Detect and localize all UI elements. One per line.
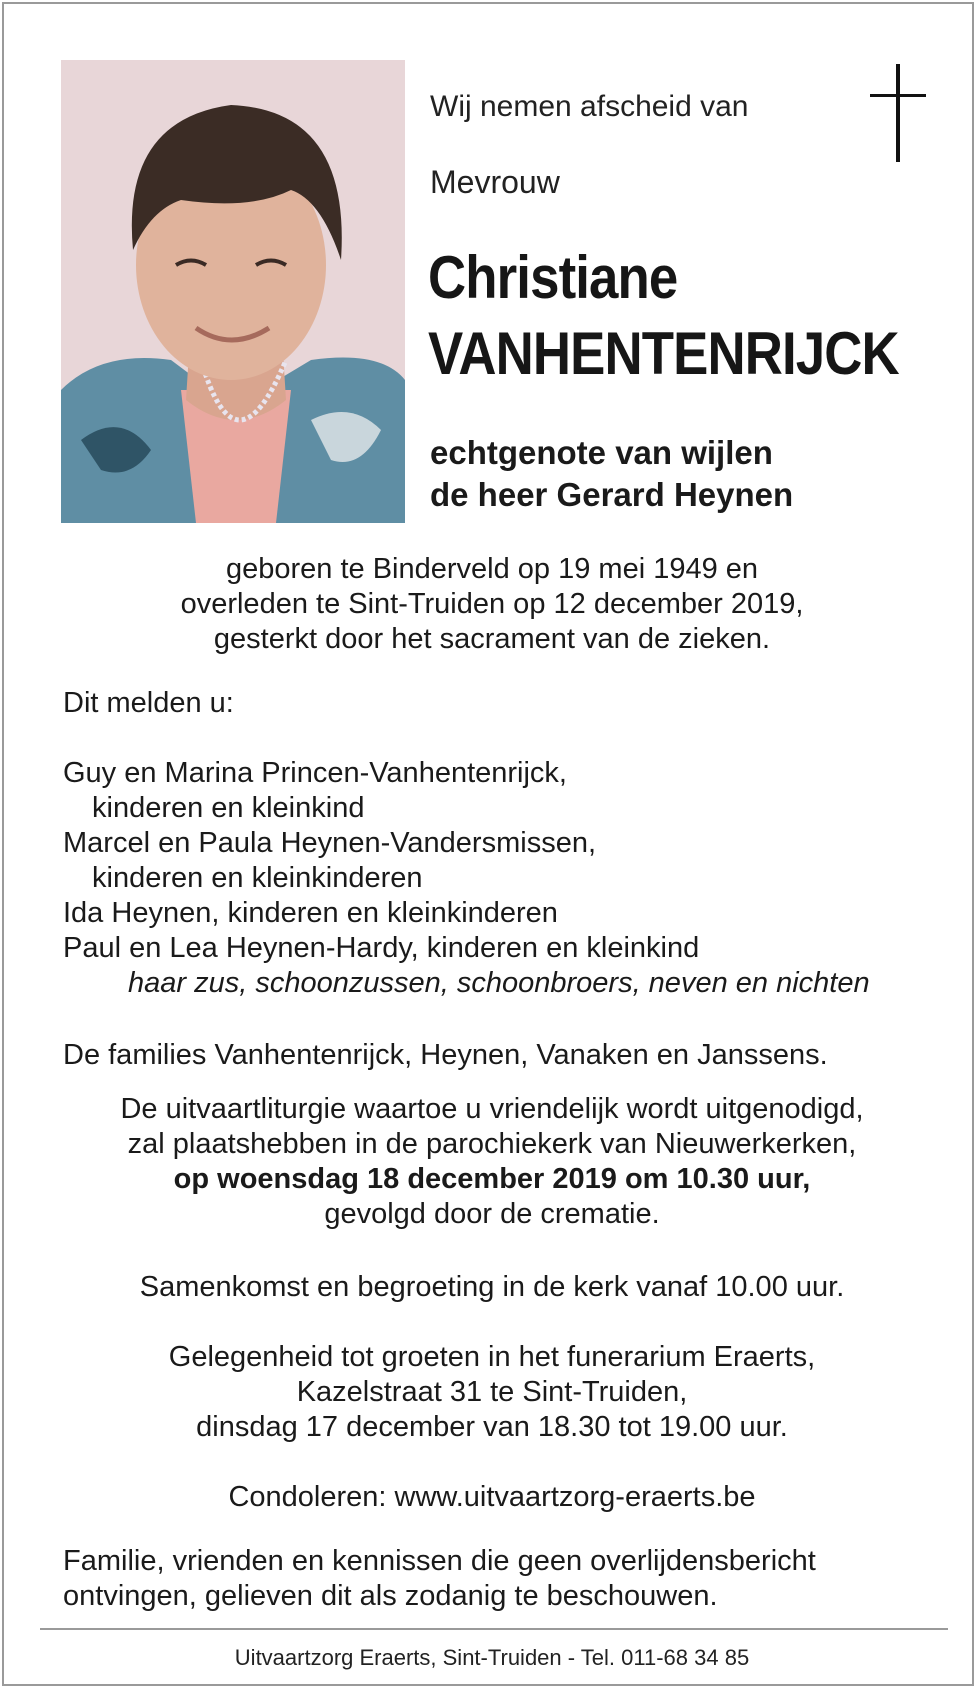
portrait-photo: [61, 60, 405, 523]
intro-text: Wij nemen afscheid van: [430, 90, 749, 123]
birth-line-3: gesterkt door het sacrament van de zieken.: [213, 623, 771, 655]
gathering-text: Samenkomst en begroeting in de kerk vanaf 10.00 uur.: [139, 1271, 845, 1303]
spouse-line-1: echtgenote van wijlen: [430, 434, 773, 471]
last-name: VANHENTENRIJCK: [428, 320, 899, 387]
visitation-line-3: dinsdag 17 december van 18.30 tot 19.00 uur.: [196, 1411, 788, 1443]
relative-line: Ida Heynen, kinderen en kleinkinderen: [63, 897, 558, 929]
final-line-2: ontvingen, gelieven dit als zodanig te beschouwen.: [63, 1580, 718, 1612]
ceremony-line-1: De uitvaartliturgie waartoe u vriendelijk wordt uitgenodigd,: [120, 1093, 864, 1125]
portrait-illustration: [61, 60, 405, 523]
relative-line: haar zus, schoonzussen, schoonbroers, neven en nichten: [128, 967, 870, 999]
birth-death-info: [4, 552, 980, 657]
birth-line-1: geboren te Binderveld op 19 mei 1949 en: [225, 553, 759, 585]
families-text: De families Vanhentenrijck, Heynen, Vanaken en Janssens.: [63, 1039, 828, 1071]
relative-line: kinderen en kleinkind: [92, 792, 365, 824]
birth-line-2: overleden te Sint-Truiden op 12 december 2019,: [180, 588, 804, 620]
salutation: Mevrouw: [430, 164, 560, 200]
footer-divider: [40, 1628, 948, 1630]
deceased-name: [428, 240, 899, 392]
cross-icon: [870, 64, 926, 162]
ceremony-line-2: zal plaatshebben in de parochiekerk van Nieuwerkerken,: [127, 1128, 857, 1160]
footer-text: Uitvaartzorg Eraerts, Sint-Truiden - Tel. 011-68 34 85: [234, 1645, 750, 1670]
ceremony-info: [4, 1092, 980, 1232]
ceremony-line-4: gevolgd door de crematie.: [324, 1198, 660, 1230]
relative-line: Paul en Lea Heynen-Hardy, kinderen en kleinkind: [63, 932, 700, 964]
visitation-info: [4, 1340, 980, 1445]
spouse-line-2: de heer Gerard Heynen: [430, 476, 794, 513]
announce-text: Dit melden u:: [63, 687, 234, 719]
relative-line: kinderen en kleinkinderen: [92, 862, 423, 894]
condolences-text: Condoleren: www.uitvaartzorg-eraerts.be: [228, 1481, 756, 1513]
relative-line: Marcel en Paula Heynen-Vandersmissen,: [63, 827, 597, 859]
relatives-list: [63, 756, 943, 1001]
visitation-line-2: Kazelstraat 31 te Sint-Truiden,: [296, 1376, 688, 1408]
visitation-line-1: Gelegenheid tot groeten in het funerarium Eraerts,: [168, 1341, 816, 1373]
spouse-info: [430, 432, 793, 516]
first-name: Christiane: [428, 244, 678, 311]
relative-line: Guy en Marina Princen-Vanhentenrijck,: [63, 757, 567, 789]
final-note: [63, 1544, 816, 1614]
ceremony-date: op woensdag 18 december 2019 om 10.30 uur,: [173, 1163, 811, 1195]
final-line-1: Familie, vrienden en kennissen die geen overlijdensbericht: [63, 1545, 816, 1577]
obituary-card: [2, 2, 974, 1686]
